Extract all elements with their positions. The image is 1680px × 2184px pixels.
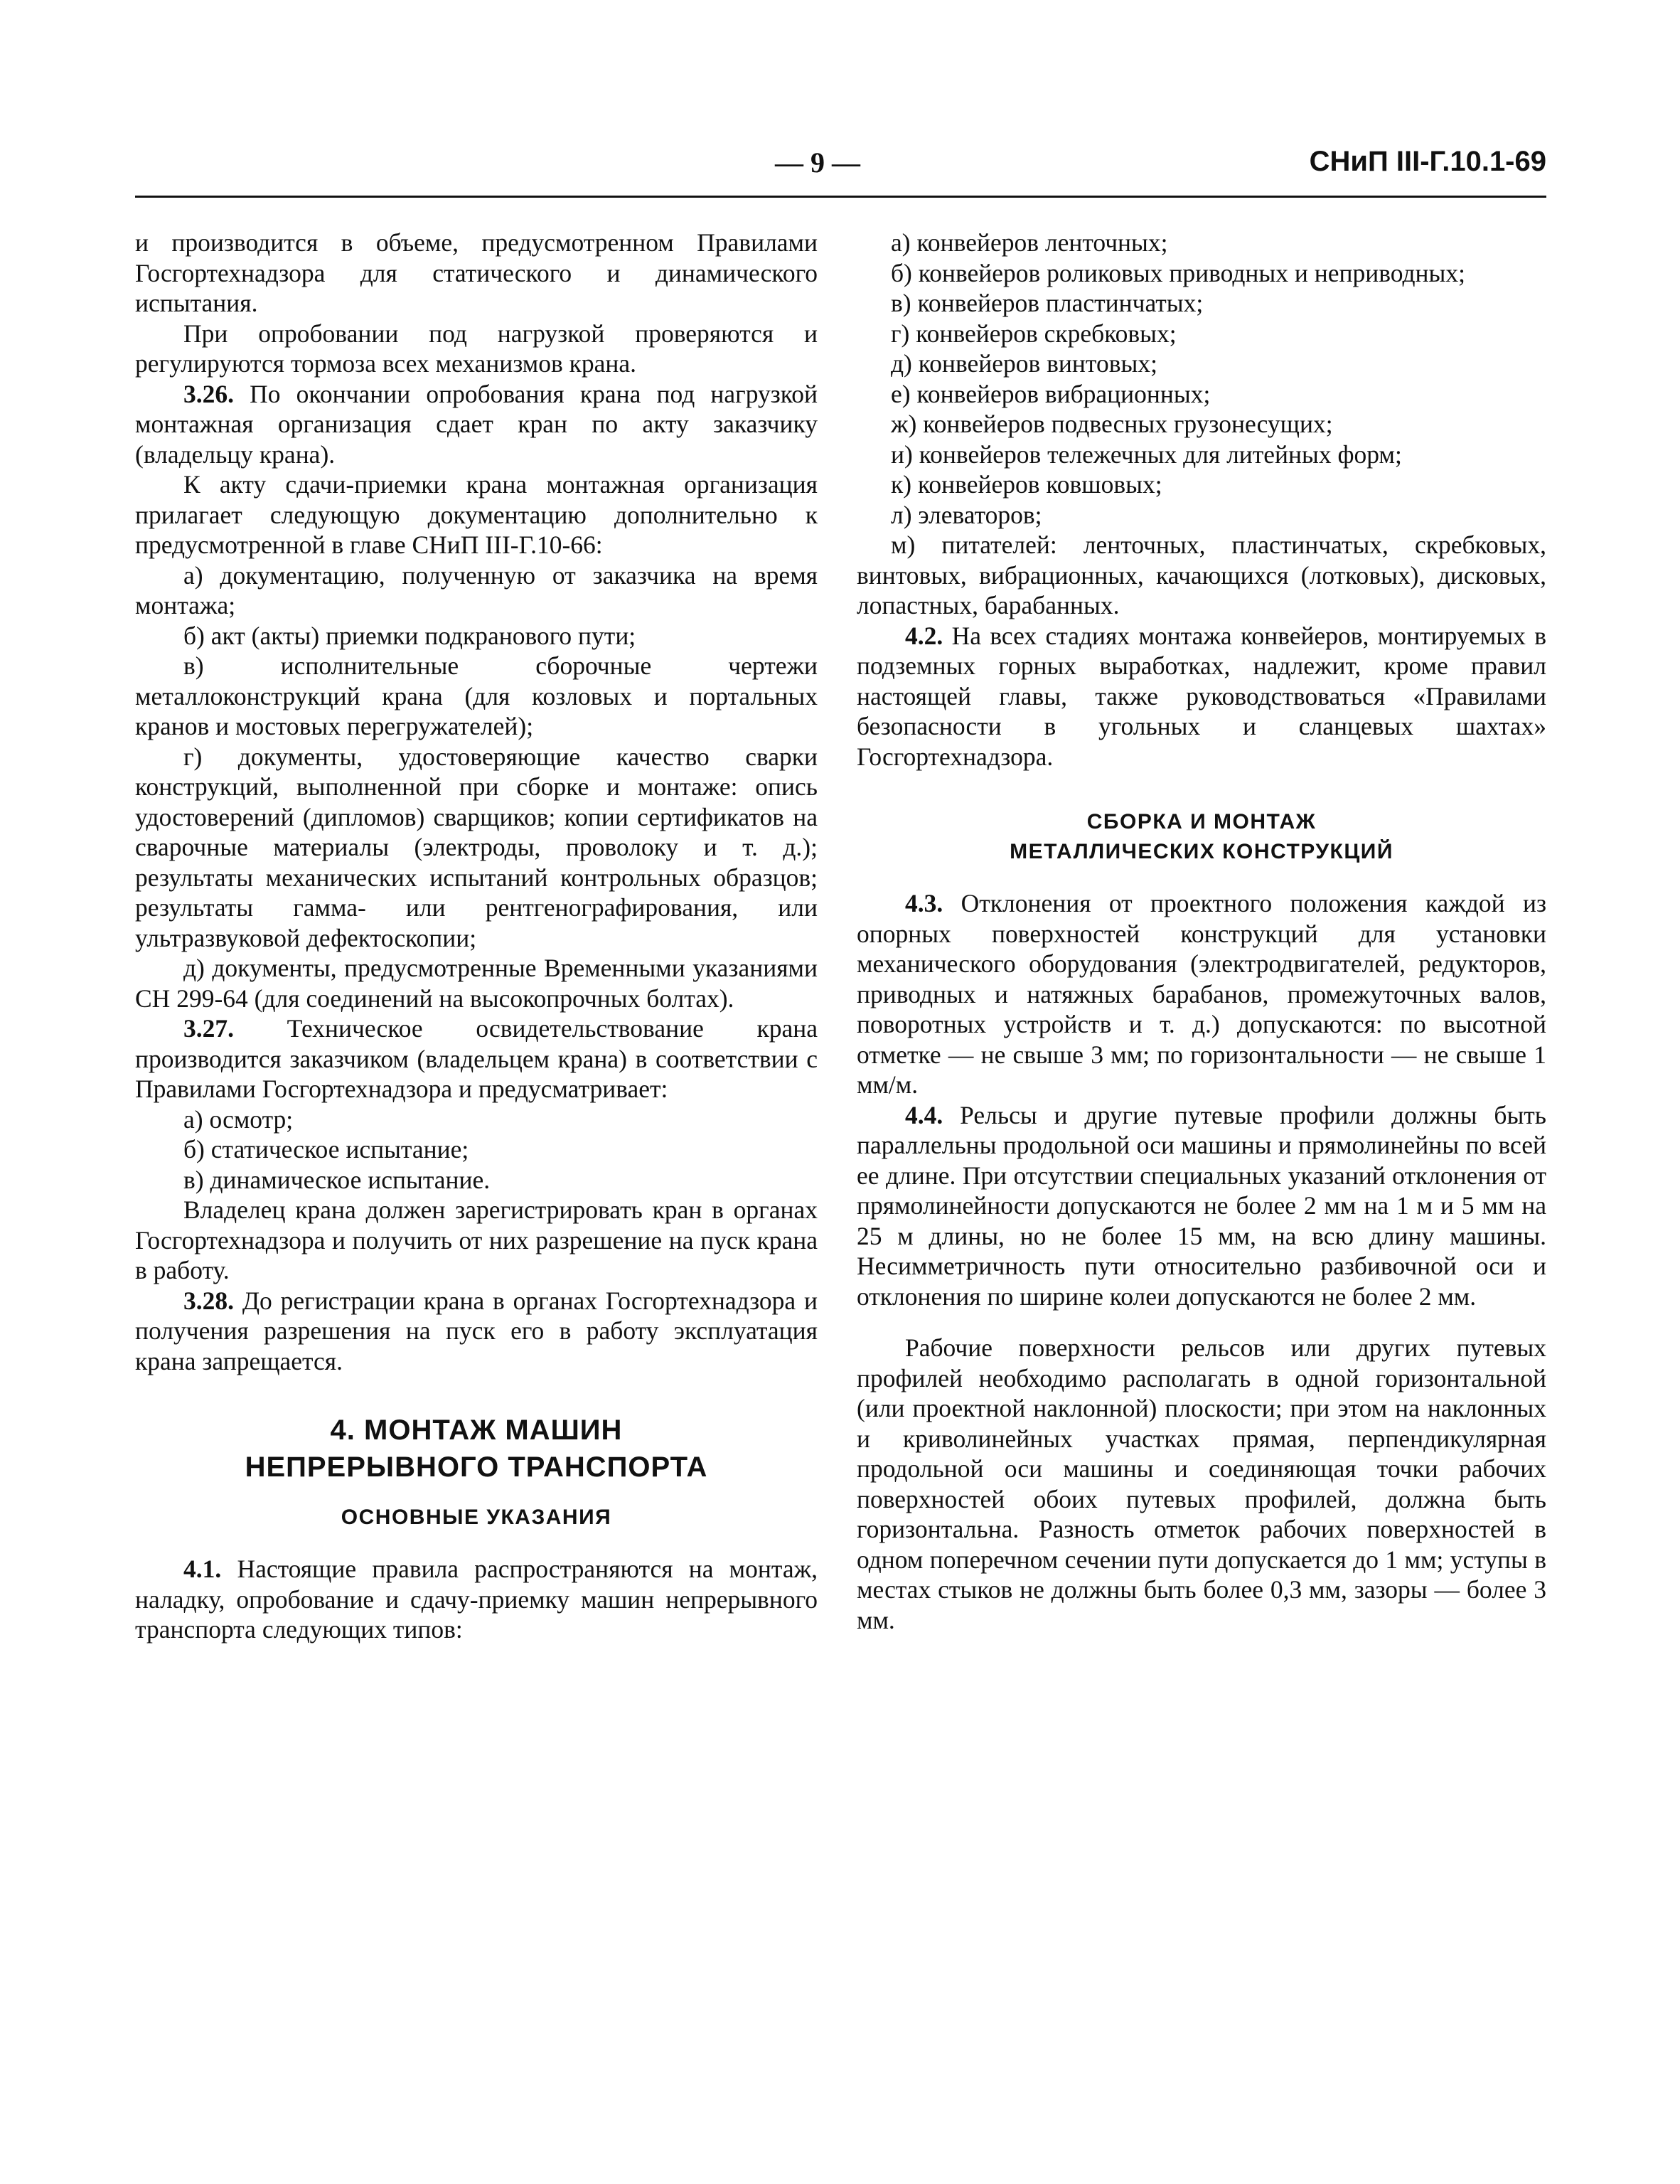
paragraph-4-3: [857, 888, 1546, 1100]
list-item: а) конвейеров ленточных;: [891, 228, 1168, 257]
list-item: в) динамическое испытание.: [183, 1165, 491, 1194]
list-item: в) конвейеров пластинчатых;: [891, 289, 1204, 317]
paragraph-4-4: [857, 1100, 1546, 1312]
list-item: ж) конвейеров подвесных грузонесущих;: [891, 410, 1333, 438]
clause-text: Техническое освидетельствование крана производится заказчиком (владельцем крана) в соответствии с Правилами Госгортехнадзора и предусматривает:: [135, 1014, 818, 1103]
header-rule: [135, 196, 1546, 198]
list-item: б) акт (акты) приемки подкранового пути;: [183, 621, 636, 650]
list-item: м) питателей: ленточных, пластинчатых, скребковых, винтовых, вибрационных, качающихся (лотковых), дисковых, лопастных, барабанных.: [857, 531, 1546, 619]
clause-number: 4.1.: [183, 1555, 222, 1583]
list-item: б) статическое испытание;: [183, 1135, 469, 1163]
list-item: а) осмотр;: [183, 1104, 294, 1134]
paragraph-4-2: [857, 621, 1546, 772]
paragraph-3-28: [135, 1286, 818, 1377]
left-column: [135, 228, 818, 1645]
paragraph-3-27: [135, 1013, 818, 1104]
document-id: СНиП III-Г.10.1-69: [1309, 146, 1546, 177]
clause-text: До регистрации крана в органах Госгортехнадзора и получения разрешения на пуск его в работу эксплуатация крана запрещается.: [135, 1286, 818, 1375]
clause-number: 4.4.: [905, 1100, 943, 1129]
page-number: — 9 —: [775, 147, 860, 179]
list-item: г) документы, удостоверяющие качество сварки конструкций, выполненной при сборке и монтаже: опись удостоверений (дипломов) сварщиков; копии сертификатов на сварочные материалы (электроды, проволоку и т. д.); результаты механических испытаний контрольных образцов; результаты гамма- или рентгенографирования, или ультразвуковой дефектоскопии;: [135, 742, 818, 952]
page-header: [135, 146, 1546, 188]
clause-text: Отклонения от проектного положения каждой из опорных поверхностей конструкций для установки механического оборудования (электродвигателей, редукторов, приводных и натяжных барабанов, промежуточных валов, поворотных устройств и т. д.) допускаются: по высотной отметке — не свыше 3 мм; по горизонтальности — не свыше 1 мм/м.: [857, 889, 1546, 1099]
paragraph-4-1: [135, 1554, 818, 1645]
section-heading-line-2: НЕПРЕРЫВНОГО ТРАНСПОРТА: [245, 1451, 708, 1483]
list-item: д) конвейеров винтовых;: [891, 349, 1157, 378]
paragraph: Рабочие поверхности рельсов или других путевых профилей необходимо располагать в одной горизонтальной (или проектной наклонной) плоскости; при этом на наклонных и криволинейных участках прямая, перпендикулярная продольной оси машины и соединяющая точки рабочих поверхностей обоих путевых профилей, должна быть горизонтальна. Разность отметок рабочих поверхностей в одном поперечном сечении пути допускается до 1 мм; уступы в местах стыков не должны быть более 0,3 мм, зазоры — более 3 мм.: [857, 1333, 1546, 1634]
clause-text: На всех стадиях монтажа конвейеров, монтируемых в подземных горных выработках, надлежит, кроме правил настоящей главы, также руководствоваться «Правилами безопасности в угольных и сланцевых шахтах» Госгортехнадзора.: [857, 621, 1546, 771]
section-heading: [135, 1412, 818, 1486]
paragraph: К акту сдачи-приемки крана монтажная организация прилагает следующую документацию дополнительно к предусмотренной в главе СНиП III-Г.10-66:: [135, 470, 818, 559]
subsection-heading: [857, 807, 1546, 867]
clause-number: 3.26.: [183, 379, 234, 408]
paragraph: Владелец крана должен зарегистрировать кран в органах Госгортехнадзора и получить от них разрешение на пуск крана в работу.: [135, 1195, 818, 1284]
clause-number: 4.3.: [905, 889, 943, 917]
list-item: г) конвейеров скребковых;: [891, 319, 1177, 348]
conveyor-type-list: [857, 228, 1546, 621]
subsection-heading-line-1: СБОРКА И МОНТАЖ: [1086, 810, 1317, 833]
list-item: в) исполнительные сборочные чертежи металлоконструкций крана (для козловых и портальных кранов и мостовых перегружателей);: [135, 651, 818, 740]
list-item: а) документацию, полученную от заказчика на время монтажа;: [135, 560, 818, 619]
clause-text: Настоящие правила распространяются на монтаж, наладку, опробование и сдачу-приемку машин непрерывного транспорта следующих типов:: [135, 1555, 818, 1644]
list-item: е) конвейеров вибрационных;: [891, 379, 1211, 408]
spacer: [857, 1311, 1546, 1333]
subsection-heading-line-2: МЕТАЛЛИЧЕСКИХ КОНСТРУКЦИЙ: [1010, 840, 1393, 863]
section-heading-line-1: 4. МОНТАЖ МАШИН: [330, 1415, 623, 1446]
list-item: л) элеваторов;: [891, 500, 1042, 529]
paragraph-3-26: [135, 379, 818, 470]
paragraph: и производится в объеме, предусмотренном Правилами Госгортехнадзора для статического и динамического испытания.: [135, 228, 818, 317]
subsection-heading: ОСНОВНЫЕ УКАЗАНИЯ: [341, 1506, 612, 1529]
clause-number: 3.28.: [183, 1286, 234, 1315]
clause-number: 3.27.: [183, 1014, 234, 1043]
clause-number: 4.2.: [905, 621, 943, 650]
right-column: [857, 228, 1546, 1635]
clause-text: По окончании опробования крана под нагрузкой монтажная организация сдает кран по акту заказчику (владельцу крана).: [135, 379, 818, 469]
clause-text: Рельсы и другие путевые профили должны быть параллельны продольной оси машины и прямолинейны по всей ее длине. При отсутствии специальных указаний отклонения от прямолинейности допускаются не более 2 мм на 1 м и 5 мм на 25 м длины, но не более 15 мм, на всю длину машины. Несимметричность пути относительно разбивочной оси и отклонения по ширине колеи допускаются не более 2 мм.: [857, 1100, 1546, 1311]
list-item: и) конвейеров тележечных для литейных форм;: [891, 440, 1402, 469]
list-item: к) конвейеров ковшовых;: [891, 470, 1162, 499]
paragraph: При опробовании под нагрузкой проверяются и регулируются тормоза всех механизмов крана.: [135, 319, 818, 378]
list-item: д) документы, предусмотренные Временными указаниями СН 299-64 (для соединений на высокопрочных болтах).: [135, 954, 818, 1013]
list-item: б) конвейеров роликовых приводных и неприводных;: [891, 258, 1466, 287]
